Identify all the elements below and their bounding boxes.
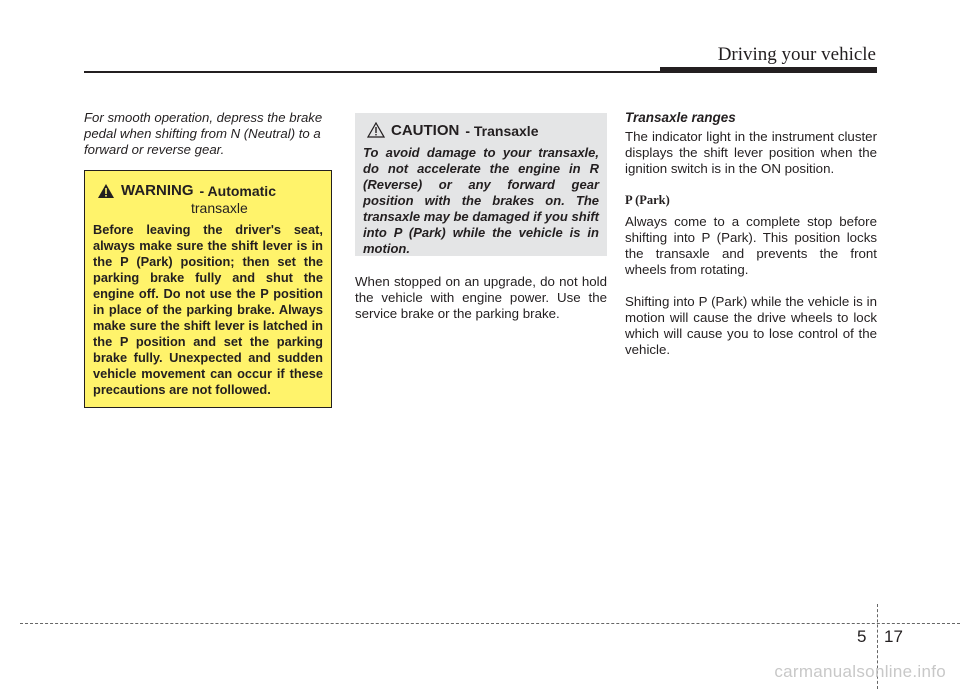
header-rule [84, 71, 660, 73]
caution-body: To avoid damage to your transaxle, do not accelerate the engine in R (Reverse) or any forward gear position with the brakes on. The transaxle may be damaged if you shift into P (Park) while the vehicle is in motion. [363, 145, 599, 256]
park-motion-paragraph: Shifting into P (Park) while the vehicle is in motion will cause the drive wheels to lock which will cause you to lose control of the vehicle. [625, 294, 877, 357]
watermark: carmanualsonline.info [774, 662, 946, 681]
column-right [625, 110, 877, 358]
caution-label: CAUTION [391, 122, 460, 139]
warning-icon [97, 183, 115, 199]
header-rule-thick [660, 67, 877, 73]
caution-icon [367, 122, 385, 138]
park-heading: P (Park) [625, 193, 670, 207]
caution-box [355, 113, 607, 256]
page-number: 17 [884, 627, 903, 646]
upgrade-paragraph: When stopped on an upgrade, do not hold the vehicle with engine power. Use the service brake or the parking brake. [355, 274, 607, 321]
warning-box [84, 170, 332, 408]
section-title: Driving your vehicle [717, 44, 876, 65]
indicator-paragraph: The indicator light in the instrument cluster displays the shift lever position when the ignition switch is in the ON position. [625, 129, 877, 176]
chapter-number: 5 [857, 627, 867, 646]
warning-heading [93, 183, 323, 199]
intro-paragraph: For smooth operation, depress the brake pedal when shifting from N (Neutral) to a forward or reverse gear. [84, 110, 323, 157]
park-paragraph: Always come to a complete stop before shifting into P (Park). This position locks the transaxle and prevents the front wheels from rotating. [625, 214, 877, 277]
column-middle [355, 274, 607, 322]
column-left [84, 110, 336, 158]
caution-heading [363, 122, 599, 140]
warning-label: WARNING [121, 182, 194, 199]
warning-subtitle-2: transaxle [191, 200, 248, 216]
warning-subtitle: - Automatic [199, 183, 276, 199]
footer-rule [20, 623, 960, 624]
transaxle-ranges-heading: Transaxle ranges [625, 110, 736, 125]
caution-subtitle: - Transaxle [465, 123, 539, 139]
warning-body: Before leaving the driver's seat, always make sure the shift lever is in the P (Park) position; then set the parking brake fully and shut the engine off. Do not use the P position in place of the parking brake. Always make sure the shift lever is latched in the P position and set the parking brake fully. Unexpected and sudden vehicle movement can occur if these precautions are not followed. [93, 222, 323, 397]
